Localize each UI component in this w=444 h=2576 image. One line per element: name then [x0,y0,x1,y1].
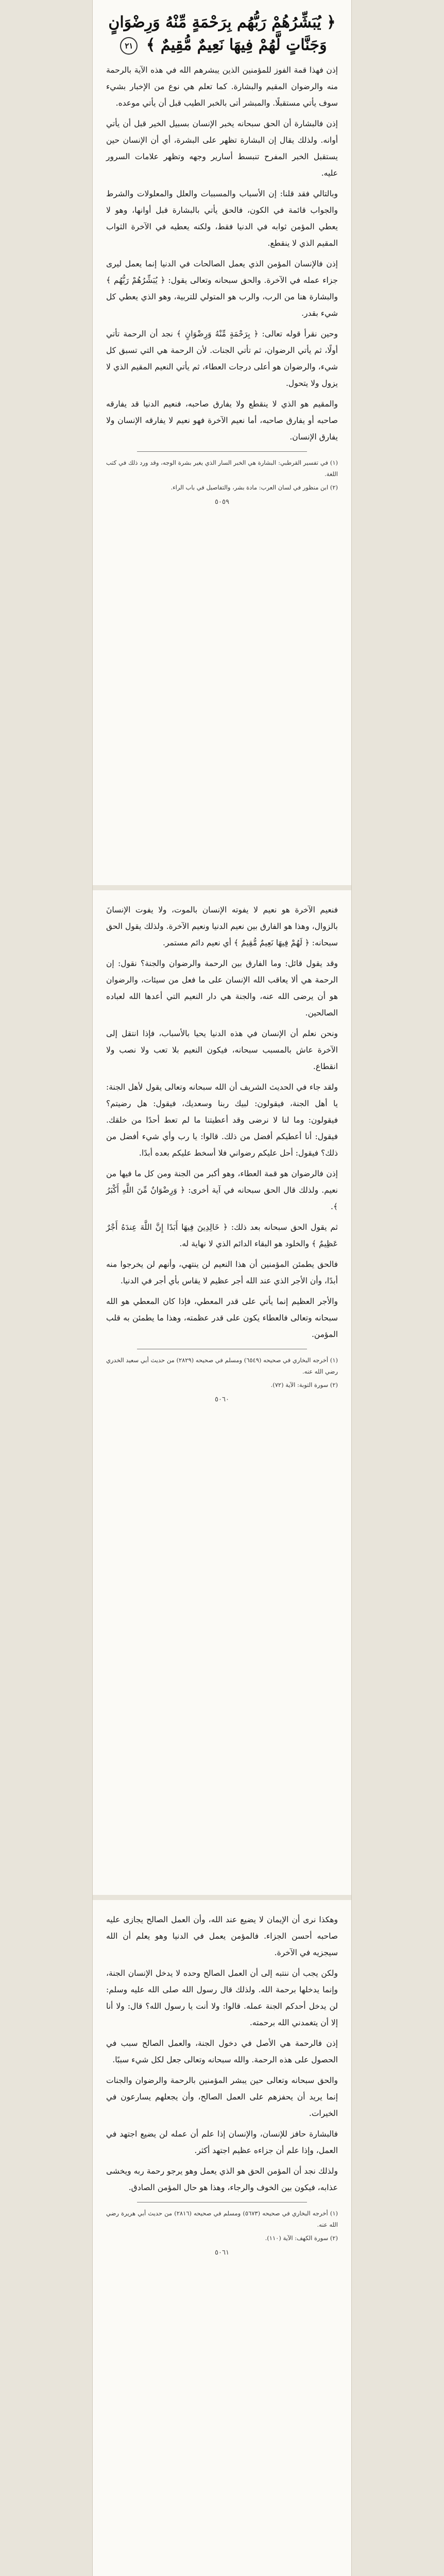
page-3 [93,1900,351,2576]
footnote: (١) في تفسير القرطبي: البشارة هي الخبر السار الذي يغير بشرة الوجه، وقد ورد ذلك في كتب اللغة. [106,459,338,478]
page-2 [93,890,351,1900]
verse-number-badge: ٢١ [120,37,138,55]
footnote-divider [137,451,307,452]
paragraph: وقد يقول قائل: وما الفارق بين الرحمة والرضوان والجنة؟ نقول: إن الرحمة هي ألا يعاقب الله الإنسان على ما فعل من سيئات، والرضوان هو أن يرضى الله عنه، والجنة هي دار النعيم التي أعدها الله لعباده الصالحين. [106,959,338,1018]
page-number: ٥٠٦٠ [215,1396,229,1403]
paragraph: إذن فالبشارة أن الحق سبحانه يخبر الإنسان بسبيل الخير قبل أن يأتي أوانه. ولذلك يقال إن البشارة تظهر على البشرة، أي أن الإنسان حين يستقبل الخبر المفرح تنبسط أسارير وجهه وتظهر علامات السرور عليه. [106,119,338,178]
paragraph: ونحن نعلم أن الإنسان في هذه الدنيا يحيا بالأسباب، فإذا انتقل إلى الآخرة عاش بالمسبب سبحانه، فيكون النعيم بلا تعب ولا نصب ولا انقطاع. [106,1029,338,1071]
footnote: (٢) ابن منظور في لسان العرب: مادة بشر، والتفاصيل في باب الراء. [170,484,338,491]
paragraph: ولكن يجب أن ننتبه إلى أن العمل الصالح وحده لا يدخل الإنسان الجنة، وإنما يدخلها برحمة الله. ولذلك قال رسول الله صلى الله عليه وسلم: لن يدخل أحدكم الجنة عمله. قالوا: ولا أنت يا رسول الله؟ قال: ولا أنا إلا أن يتغمدني الله برحمته. [106,1969,338,2027]
paragraph: وهكذا نرى أن الإيمان لا يضيع عند الله، وأن العمل الصالح يجازى عليه صاحبه أحسن الجزاء. فالمؤمن يعمل في الدنيا وهو يعلم أن الله سيجزيه في الآخرة. [106,1915,338,1957]
paragraph: وبالتالي فقد قلنا: إن الأسباب والمسببات والعلل والمعلولات والشرط والجواب قائمة في الكون، فالحق يأتي بالبشارة قبل أوانها، وهو لا يعطي المؤمن ثوابه في الدنيا فقط، ولكنه يعطيه في الآخرة الثواب المقيم الذي لا ينقطع. [106,189,338,248]
paragraph: ولقد جاء في الحديث الشريف أن الله سبحانه وتعالى يقول لأهل الجنة: يا أهل الجنة، فيقولون: لبيك ربنا وسعديك، فيقول: هل رضيتم؟ فيقولون: وما لنا لا نرضى وقد أعطيتنا ما لم تعط أحدًا من خلقك. فيقول: أنا أعطيكم أفضل من ذلك. قالوا: يا رب وأي شيء أفضل من ذلك؟ فيقول: أحل عليكم رضواني فلا أسخط عليكم بعده أبدًا. [106,1082,338,1158]
paragraph: وحين نقرأ قوله تعالى: ﴿ بِرَحْمَةٍ مِّنْهُ وَرِضْوَانٍ ﴾ نجد أن الرحمة تأتي أولًا، ثم يأتي الرضوان، ثم تأتي الجنات. لأن الرحمة هي التي تسبق كل شيء، والرضوان هو أعلى درجات العطاء، ثم يأتي النعيم المقيم الذي لا يزول ولا يتحول. [106,329,338,388]
paragraph: إذن فهذا قمة الفوز للمؤمنين الذين يبشرهم الله في هذه الآية بالرحمة منه والرضوان المقيم والبشارة. كما تعلم هي نوع من الإخبار بشيء سوف يأتي مستقبلًا. والمبشر أتى بالخبر الطيب قبل أن يأتي موعده. [106,65,338,108]
footnote: (٢) سورة الكهف: الآية (١١٠). [265,2234,338,2242]
paragraph: والأجر العظيم إنما يأتي على قدر المعطي، فإذا كان المعطي هو الله سبحانه وتعالى فالعطاء يكون على قدر عظمته، وهذا ما يطمئن به قلب المؤمن. [106,1297,338,1339]
footnote: (١) أخرجه البخاري في صحيحه (٥٦٧٣) ومسلم في صحيحه (٢٨١٦) من حديث أبي هريرة رضي الله عنه. [106,2210,338,2228]
paragraph: فالحق يطمئن المؤمنين أن هذا النعيم لن ينتهي، وأنهم لن يخرجوا منه أبدًا، وأن الأجر الذي عند الله أجر عظيم لا يقاس بأي أجر في الدنيا. [106,1260,338,1285]
verse-heading-text: ﴿ يُبَشِّرُهُمْ رَبُّهُم بِرَحْمَةٍ مِّنْهُ وَرِضْوَانٍ وَجَنَّاتٍ لَّهُمْ فِيهَا نَعِيمٌ مُّقِيمٌ ﴾ [108,13,336,54]
paragraph: إذن فالرضوان هو قمة العطاء، وهو أكبر من الجنة ومن كل ما فيها من نعيم. ولذلك قال الحق سبحانه في آية أخرى: ﴿ وَرِضْوَانٌ مِّنَ اللَّهِ أَكْبَرُ ﴾. [106,1169,338,1211]
paragraph: إذن فالإنسان المؤمن الذي يعمل الصالحات في الدنيا إنما يعمل ليرى جزاء عمله في الآخرة. والحق سبحانه وتعالى يقول: ﴿ يُبَشِّرُهُمْ رَبُّهُم ﴾ والبشارة هنا من الرب، والرب هو المتولي للتربية، وهو الذي يعطي كل شيء بقدر. [106,259,338,318]
paragraph: والمقيم هو الذي لا ينقطع ولا يفارق صاحبه، فنعيم الدنيا قد يفارقه صاحبه أو يفارق صاحبه، أما نعيم الآخرة فهو نعيم لا يفارقه الإنسان ولا يفارق الإنسان. [106,399,338,442]
footnote: (٢) سورة التوبة: الآية (٧٢). [270,1381,338,1388]
paragraph: ثم يقول الحق سبحانه بعد ذلك: ﴿ خَالِدِينَ فِيهَا أَبَدًا إِنَّ اللَّهَ عِندَهُ أَجْرٌ عَظِيمٌ ﴾ والخلود هو البقاء الدائم الذي لا نهاية له. [106,1223,338,1248]
paragraph: فالبشارة حافز للإنسان، والإنسان إذا علم أن عمله لن يضيع اجتهد في العمل، وإذا علم أن جزاءه عظيم اجتهد أكثر. [106,2129,338,2155]
paragraph: ولذلك نجد أن المؤمن الحق هو الذي يعمل وهو يرجو رحمة ربه ويخشى عذابه، فيكون بين الخوف والرجاء، وهذا هو حال المؤمن الصادق. [106,2166,338,2192]
page-number: ٥٠٦١ [215,2249,229,2257]
page-1 [93,0,351,890]
book-page-strip [93,0,351,2576]
page-number: ٥٠٥٩ [215,498,229,506]
paragraph: إذن فالرحمة هي الأصل في دخول الجنة، والعمل الصالح سبب في الحصول على هذه الرحمة. والله سبحانه وتعالى جعل لكل شيء سببًا. [106,2039,338,2064]
paragraph: والحق سبحانه وتعالى حين يبشر المؤمنين بالرحمة والرضوان والجنات إنما يريد أن يحفزهم على العمل الصالح، وأن يجعلهم يسارعون في الخيرات. [106,2076,338,2118]
footnote: (١) أخرجه البخاري في صحيحه (٦٥٤٩) ومسلم في صحيحه (٢٨٢٩) من حديث أبي سعيد الخدري رضي الله عنه. [106,1357,338,1375]
verse-heading [106,11,338,57]
paragraph: فنعيم الآخرة هو نعيم لا يفوته الإنسان بالموت، ولا يفوت الإنسانَ بالزوال، وهذا هو الفارق بين نعيم الدنيا ونعيم الآخرة. ولذلك يقول الحق سبحانه: ﴿ لَهُمْ فِيهَا نَعِيمٌ مُّقِيمٌ ﴾ أي نعيم دائم مستمر. [106,905,338,947]
